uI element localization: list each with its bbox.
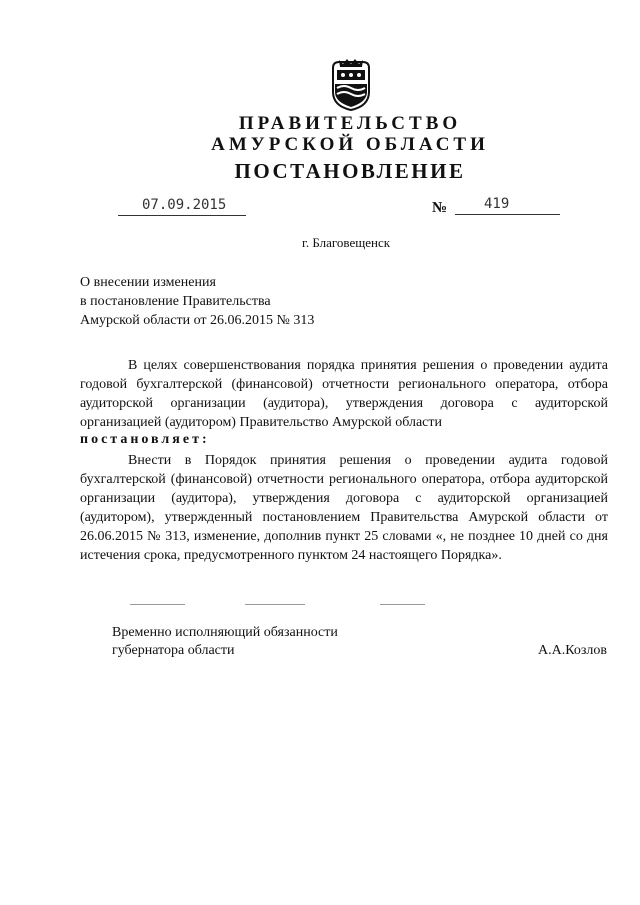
subject-line: Амурской области от 26.06.2015 № 313 bbox=[80, 313, 315, 328]
document-date: 07.09.2015 bbox=[142, 197, 227, 213]
coat-of-arms-icon bbox=[329, 58, 373, 112]
decision-paragraph bbox=[80, 451, 608, 565]
date-underline bbox=[118, 215, 246, 216]
subject-line: в постановление Правительства bbox=[80, 294, 271, 309]
signatory-name: А.А.Козлов bbox=[538, 643, 607, 658]
scan-artifact bbox=[245, 604, 305, 605]
number-underline bbox=[455, 214, 560, 215]
preamble-text: В целях совершенствования порядка принятия решения о проведении аудита годовой бухгалтерской (финансовой) отчетности регионального оператора, отбора аудиторской организации (аудитора), утверждения договора с аудиторской организацией (аудитором) Правительство Амурской области bbox=[80, 358, 608, 430]
government-title: ПРАВИТЕЛЬСТВО bbox=[238, 113, 462, 134]
document-number: 419 bbox=[484, 196, 510, 212]
scan-artifact bbox=[380, 604, 425, 605]
region-title: АМУРСКОЙ ОБЛАСТИ bbox=[211, 134, 489, 155]
document-type-title: ПОСТАНОВЛЕНИЕ bbox=[234, 159, 466, 183]
decree-word: постановляет: bbox=[80, 432, 210, 447]
decision-text: Внести в Порядок принятия решения о проведении аудита годовой бухгалтерской (финансовой) отчетности регионального оператора, отбора аудиторской организации (аудитора), утверждения договора с аудиторской организацией (аудитором), утвержденный постановлением Правительства Амурской области от 26.06.2015 № 313, изменение, дополнив пункт 25 словами «, не позднее 10 дней со дня истечения срока, предусмотренного пунктом 24 настоящего Порядка». bbox=[80, 453, 608, 563]
number-sign: № bbox=[432, 200, 448, 216]
signatory-position-line2: губернатора области bbox=[112, 643, 235, 658]
scan-artifact bbox=[130, 604, 185, 605]
city-name: г. Благовещенск bbox=[302, 235, 391, 250]
signatory-position-line1: Временно исполняющий обязанности bbox=[112, 625, 338, 640]
preamble-paragraph bbox=[80, 356, 608, 432]
document-subject bbox=[80, 273, 314, 330]
subject-line: О внесении изменения bbox=[80, 275, 216, 290]
